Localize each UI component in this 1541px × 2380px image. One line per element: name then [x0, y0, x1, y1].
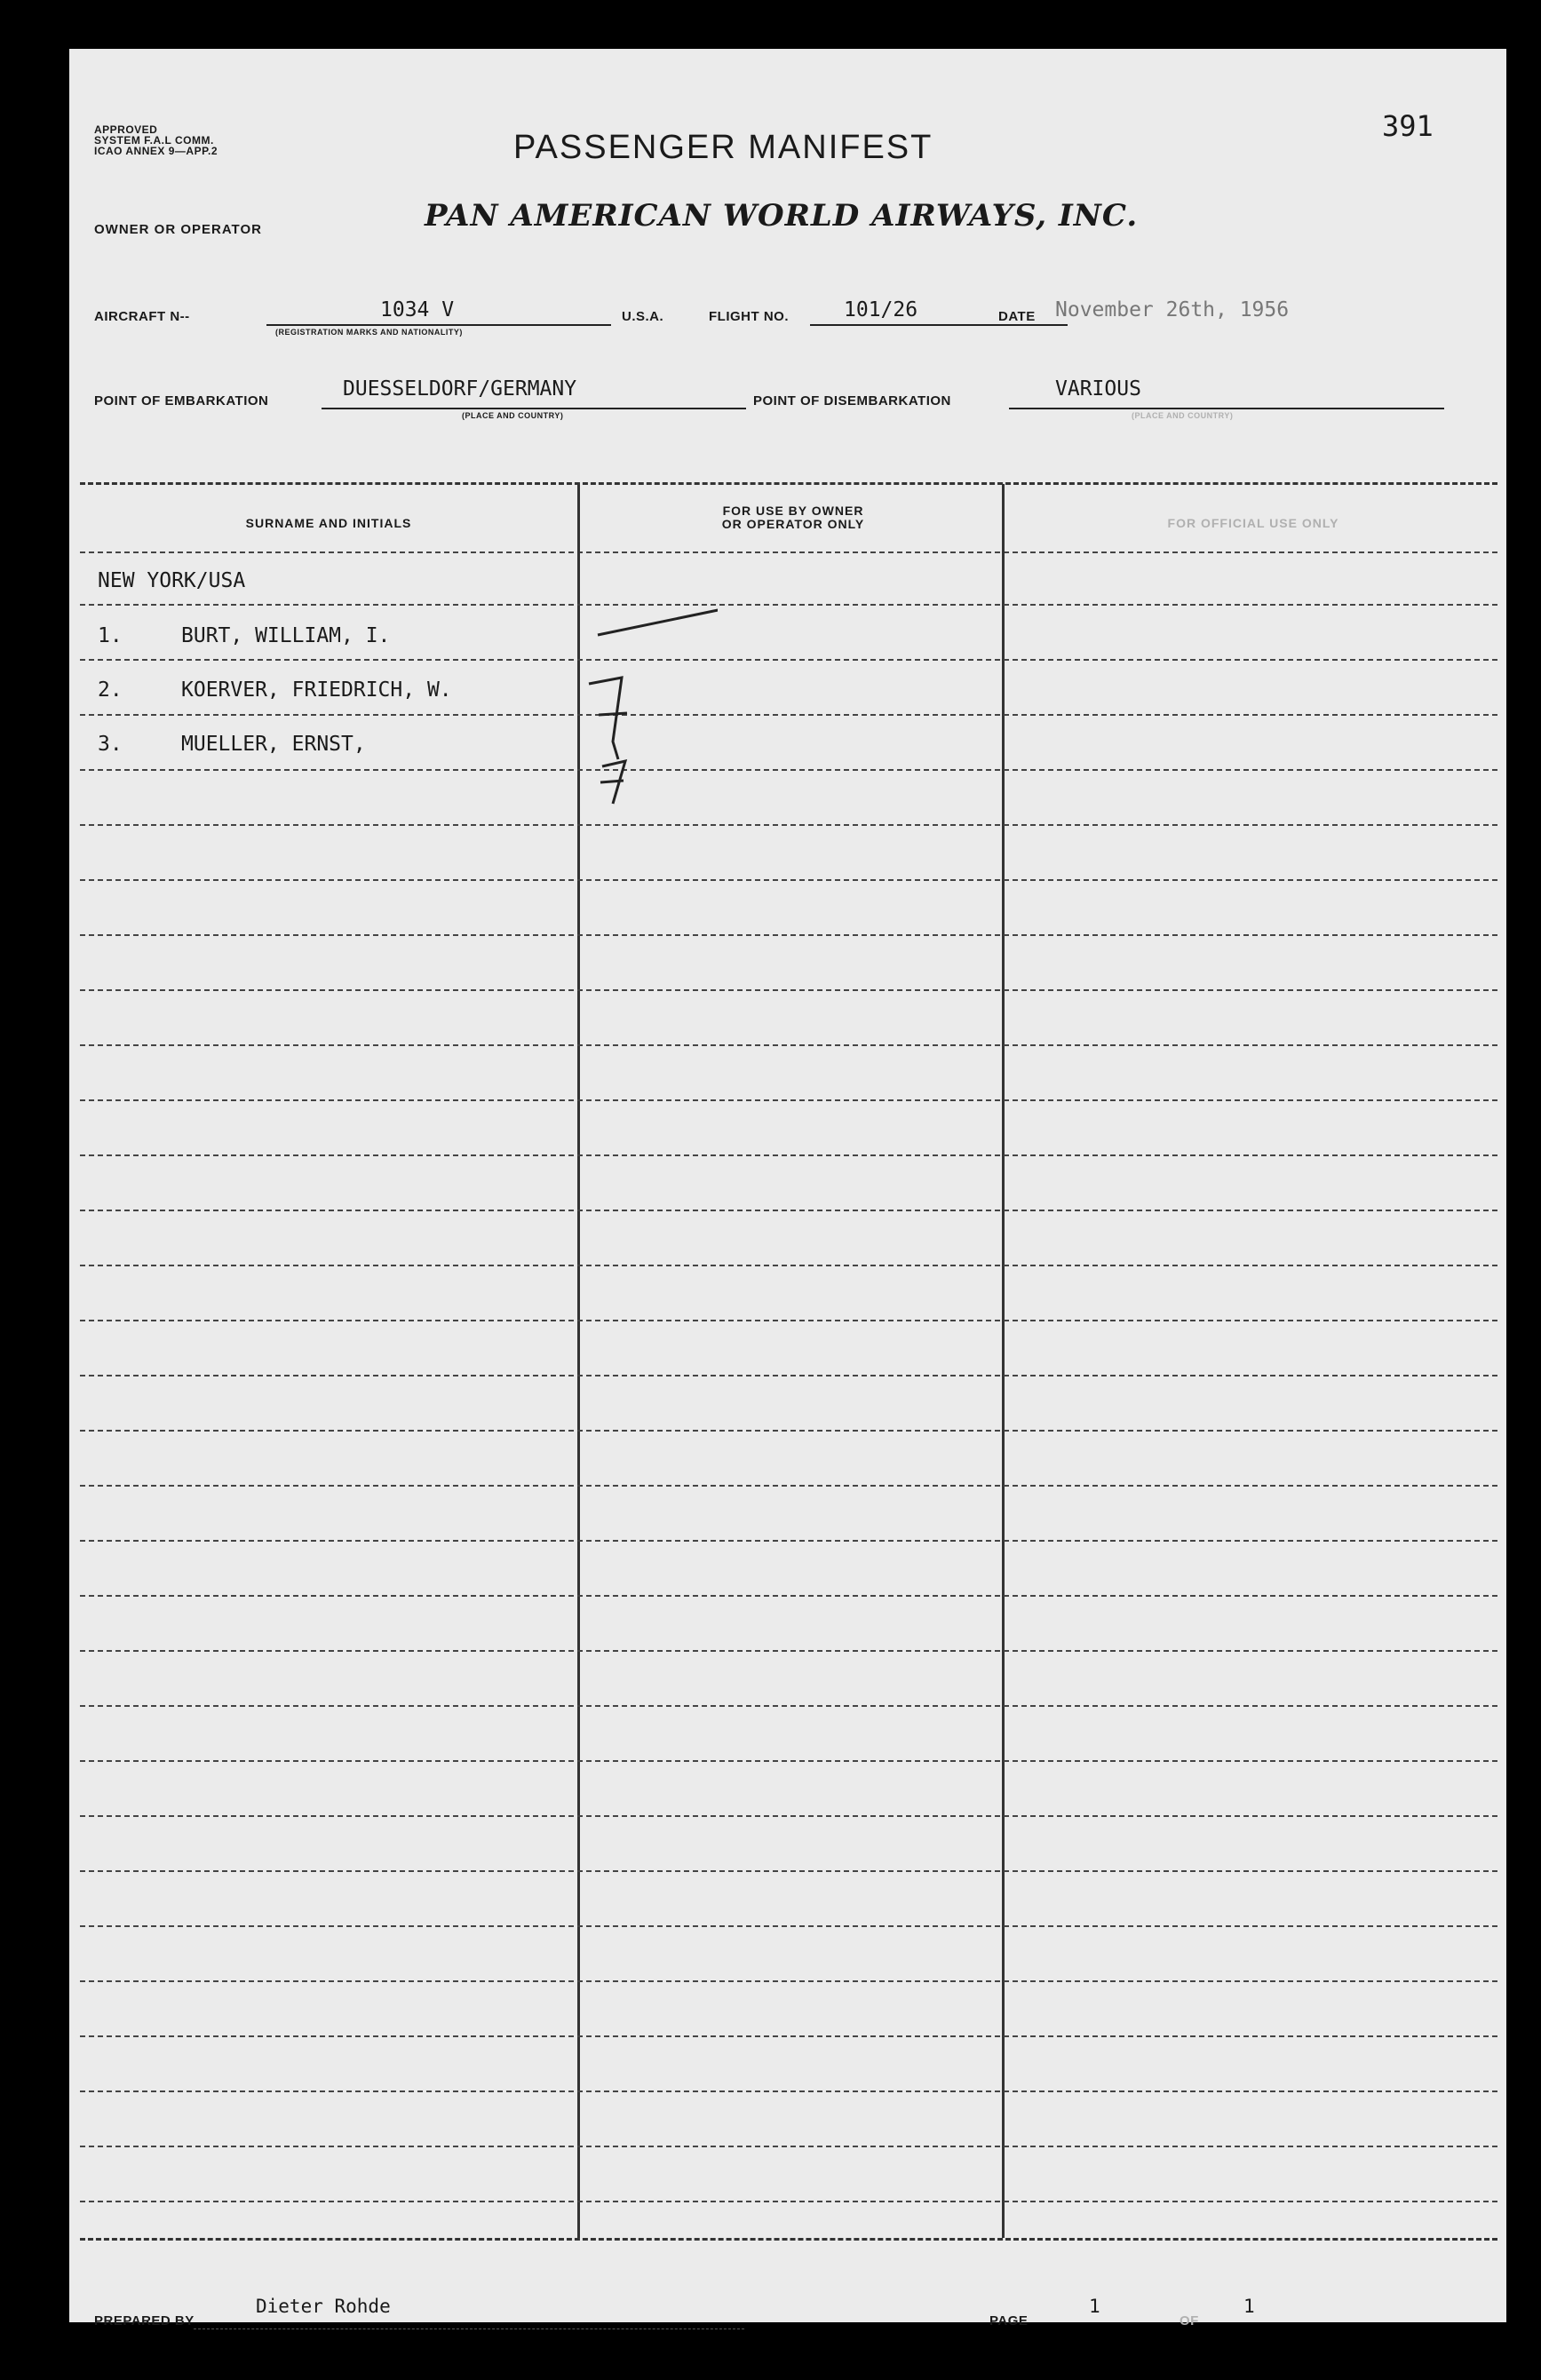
passenger-number: 1. — [98, 624, 123, 647]
table-rule — [80, 2201, 1497, 2202]
flight-underline — [810, 324, 1068, 326]
table-rule — [80, 2146, 1497, 2147]
of-value: 1 — [1243, 2296, 1255, 2317]
page-value: 1 — [1089, 2296, 1100, 2317]
flight-label: FLIGHT NO. — [709, 309, 789, 324]
table-rule — [80, 1154, 1497, 1156]
disembarkation-label: POINT OF DISEMBARKATION — [753, 393, 951, 409]
table-rule — [80, 1595, 1497, 1597]
page-label: PAGE — [989, 2313, 1029, 2328]
flight-value: 101/26 — [844, 298, 918, 321]
passenger-number: 2. — [98, 678, 123, 702]
column-divider-2 — [1002, 484, 1005, 2238]
date-label: DATE — [998, 309, 1036, 324]
passenger-name: MUELLER, ERNST, — [181, 733, 366, 756]
embarkation-label: POINT OF EMBARKATION — [94, 393, 269, 409]
table-rule — [80, 989, 1497, 991]
table-rule — [80, 769, 1497, 771]
disembarkation-underline — [1009, 408, 1444, 409]
table-rule — [80, 1265, 1497, 1266]
table-rule — [80, 934, 1497, 936]
prepared-by-value: Dieter Rohde — [256, 2296, 391, 2317]
table-rule — [80, 1485, 1497, 1487]
table-rule — [80, 1430, 1497, 1432]
table-rule — [80, 1320, 1497, 1321]
table-rule — [80, 2035, 1497, 2037]
table-rule — [80, 1925, 1497, 1927]
date-value: November 26th, 1956 — [1055, 298, 1290, 321]
prepared-by-label: PREPARED BY — [94, 2313, 195, 2328]
table-rule — [80, 2090, 1497, 2092]
table-rule — [80, 1044, 1497, 1046]
embarkation-value: DUESSELDORF/GERMANY — [343, 377, 577, 401]
table-rule — [80, 1705, 1497, 1707]
form-title: PASSENGER MANIFEST — [513, 129, 933, 166]
owner-use-column-header: FOR USE BY OWNER OR OPERATOR ONLY — [721, 504, 865, 531]
passenger-name: BURT, WILLIAM, I. — [181, 624, 391, 647]
aircraft-country: U.S.A. — [622, 309, 664, 324]
table-bottom-rule — [80, 2238, 1497, 2241]
handwritten-check-marks — [513, 608, 718, 821]
destination-heading: NEW YORK/USA — [98, 569, 246, 592]
prepared-by-underline — [194, 2328, 744, 2329]
table-rule — [80, 879, 1497, 881]
table-rule — [80, 1815, 1497, 1817]
table-rule — [80, 824, 1497, 826]
aircraft-value: 1034 V — [380, 298, 455, 321]
table-rule — [80, 659, 1497, 661]
aircraft-label: AIRCRAFT N-- — [94, 309, 190, 324]
embarkation-underline — [322, 408, 746, 409]
table-rule — [80, 1650, 1497, 1652]
table-rule — [80, 1099, 1497, 1101]
aircraft-underline — [266, 324, 611, 326]
disembarkation-sublabel: (PLACE AND COUNTRY) — [1132, 411, 1234, 420]
table-rule — [80, 604, 1497, 606]
table-rule — [80, 1980, 1497, 1982]
owner-value: PAN AMERICAN WORLD AIRWAYS, INC. — [425, 198, 1139, 234]
table-rule — [80, 714, 1497, 716]
table-rule — [80, 1870, 1497, 1872]
of-label: OF — [1180, 2313, 1199, 2328]
surname-column-header: SURNAME AND INITIALS — [245, 516, 412, 530]
archive-page-number: 391 — [1382, 109, 1434, 143]
table-rule — [80, 1760, 1497, 1762]
official-use-column-header: FOR OFFICIAL USE ONLY — [1167, 516, 1339, 530]
table-top-rule — [80, 482, 1497, 485]
disembarkation-value: VARIOUS — [1055, 377, 1141, 401]
table-rule — [80, 1375, 1497, 1376]
passenger-number: 3. — [98, 733, 123, 756]
table-rule — [80, 1540, 1497, 1542]
manifest-sheet — [69, 49, 1506, 2328]
aircraft-sublabel: (REGISTRATION MARKS AND NATIONALITY) — [275, 328, 463, 337]
table-rule — [80, 1210, 1497, 1211]
approval-stamp: APPROVED SYSTEM F.A.L COMM. ICAO ANNEX 9—APP.2 — [94, 123, 218, 157]
passenger-name: KOERVER, FRIEDRICH, W. — [181, 678, 452, 702]
embarkation-sublabel: (PLACE AND COUNTRY) — [462, 411, 564, 420]
owner-label: OWNER OR OPERATOR — [94, 222, 262, 237]
table-header-rule — [80, 551, 1497, 553]
